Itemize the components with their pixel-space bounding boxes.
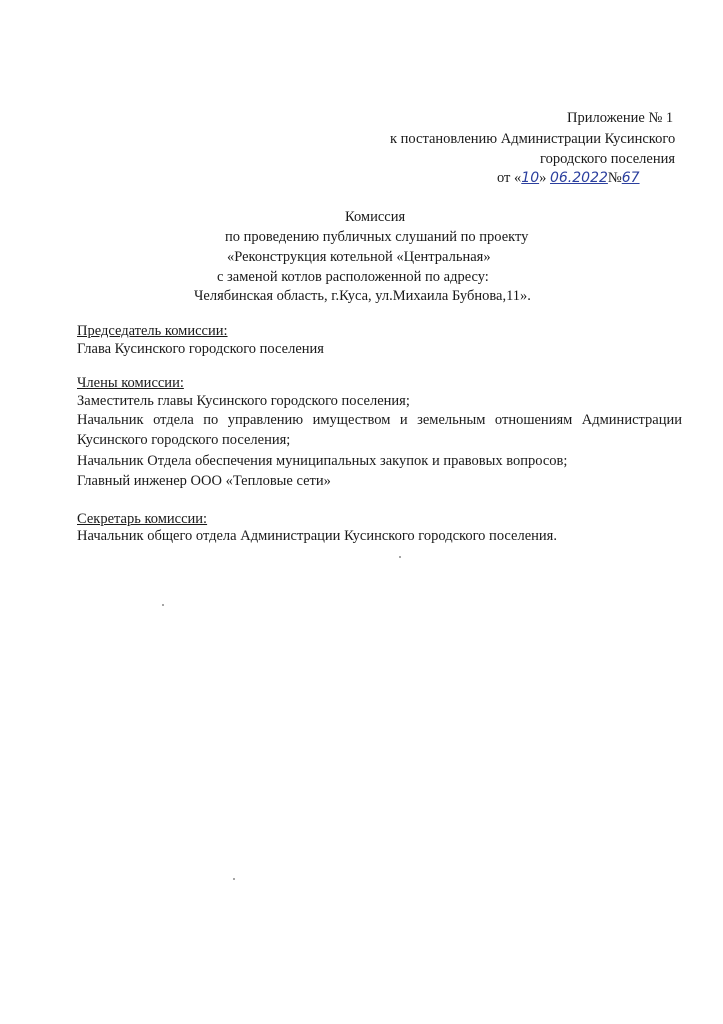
member-item: Заместитель главы Кусинского городского поселения; (77, 393, 410, 409)
annex-line-3: городского поселения (540, 151, 676, 167)
scan-speck (233, 878, 235, 880)
handwritten-day: 10 (521, 170, 540, 186)
scan-speck (399, 556, 401, 558)
handwritten-number: 67 (621, 170, 640, 186)
annex-line-2: к постановлению Администрации Кусинского (390, 131, 676, 147)
date-prefix: от « (497, 170, 522, 186)
member-item: Кусинского городского поселения; (77, 432, 291, 448)
title-line-1: Комиссия (345, 209, 406, 225)
chairman-text: Глава Кусинского городского поселения (77, 341, 324, 357)
number-label: № (607, 170, 622, 186)
member-item: Начальник отдела по управлению имуществом и земельным отношениям Администрации (77, 412, 682, 428)
secretary-text: Начальник общего отдела Администрации Кусинского городского поселения. (77, 528, 557, 544)
chairman-heading: Председатель комиссии: (77, 323, 228, 339)
title-line-4: с заменой котлов расположенной по адресу: (217, 269, 489, 285)
title-line-2: по проведению публичных слушаний по проекту (225, 229, 529, 245)
scan-speck (162, 604, 164, 606)
title-line-5: Челябинская область, г.Куса, ул.Михаила Бубнова,11». (194, 288, 531, 304)
members-heading: Члены комиссии: (77, 375, 184, 391)
handwritten-month-year: 06.2022 (549, 170, 608, 186)
secretary-heading: Секретарь комиссии: (77, 511, 208, 527)
date-mid: » (539, 170, 547, 186)
annex-line-1: Приложение № 1 (567, 110, 674, 126)
member-item: Главный инженер ООО «Тепловые сети» (77, 473, 331, 489)
member-item: Начальник Отдела обеспечения муниципальных закупок и правовых вопросов; (77, 453, 568, 469)
annex-date-line (497, 169, 640, 187)
title-line-3: «Реконструкция котельной «Центральная» (227, 249, 491, 265)
